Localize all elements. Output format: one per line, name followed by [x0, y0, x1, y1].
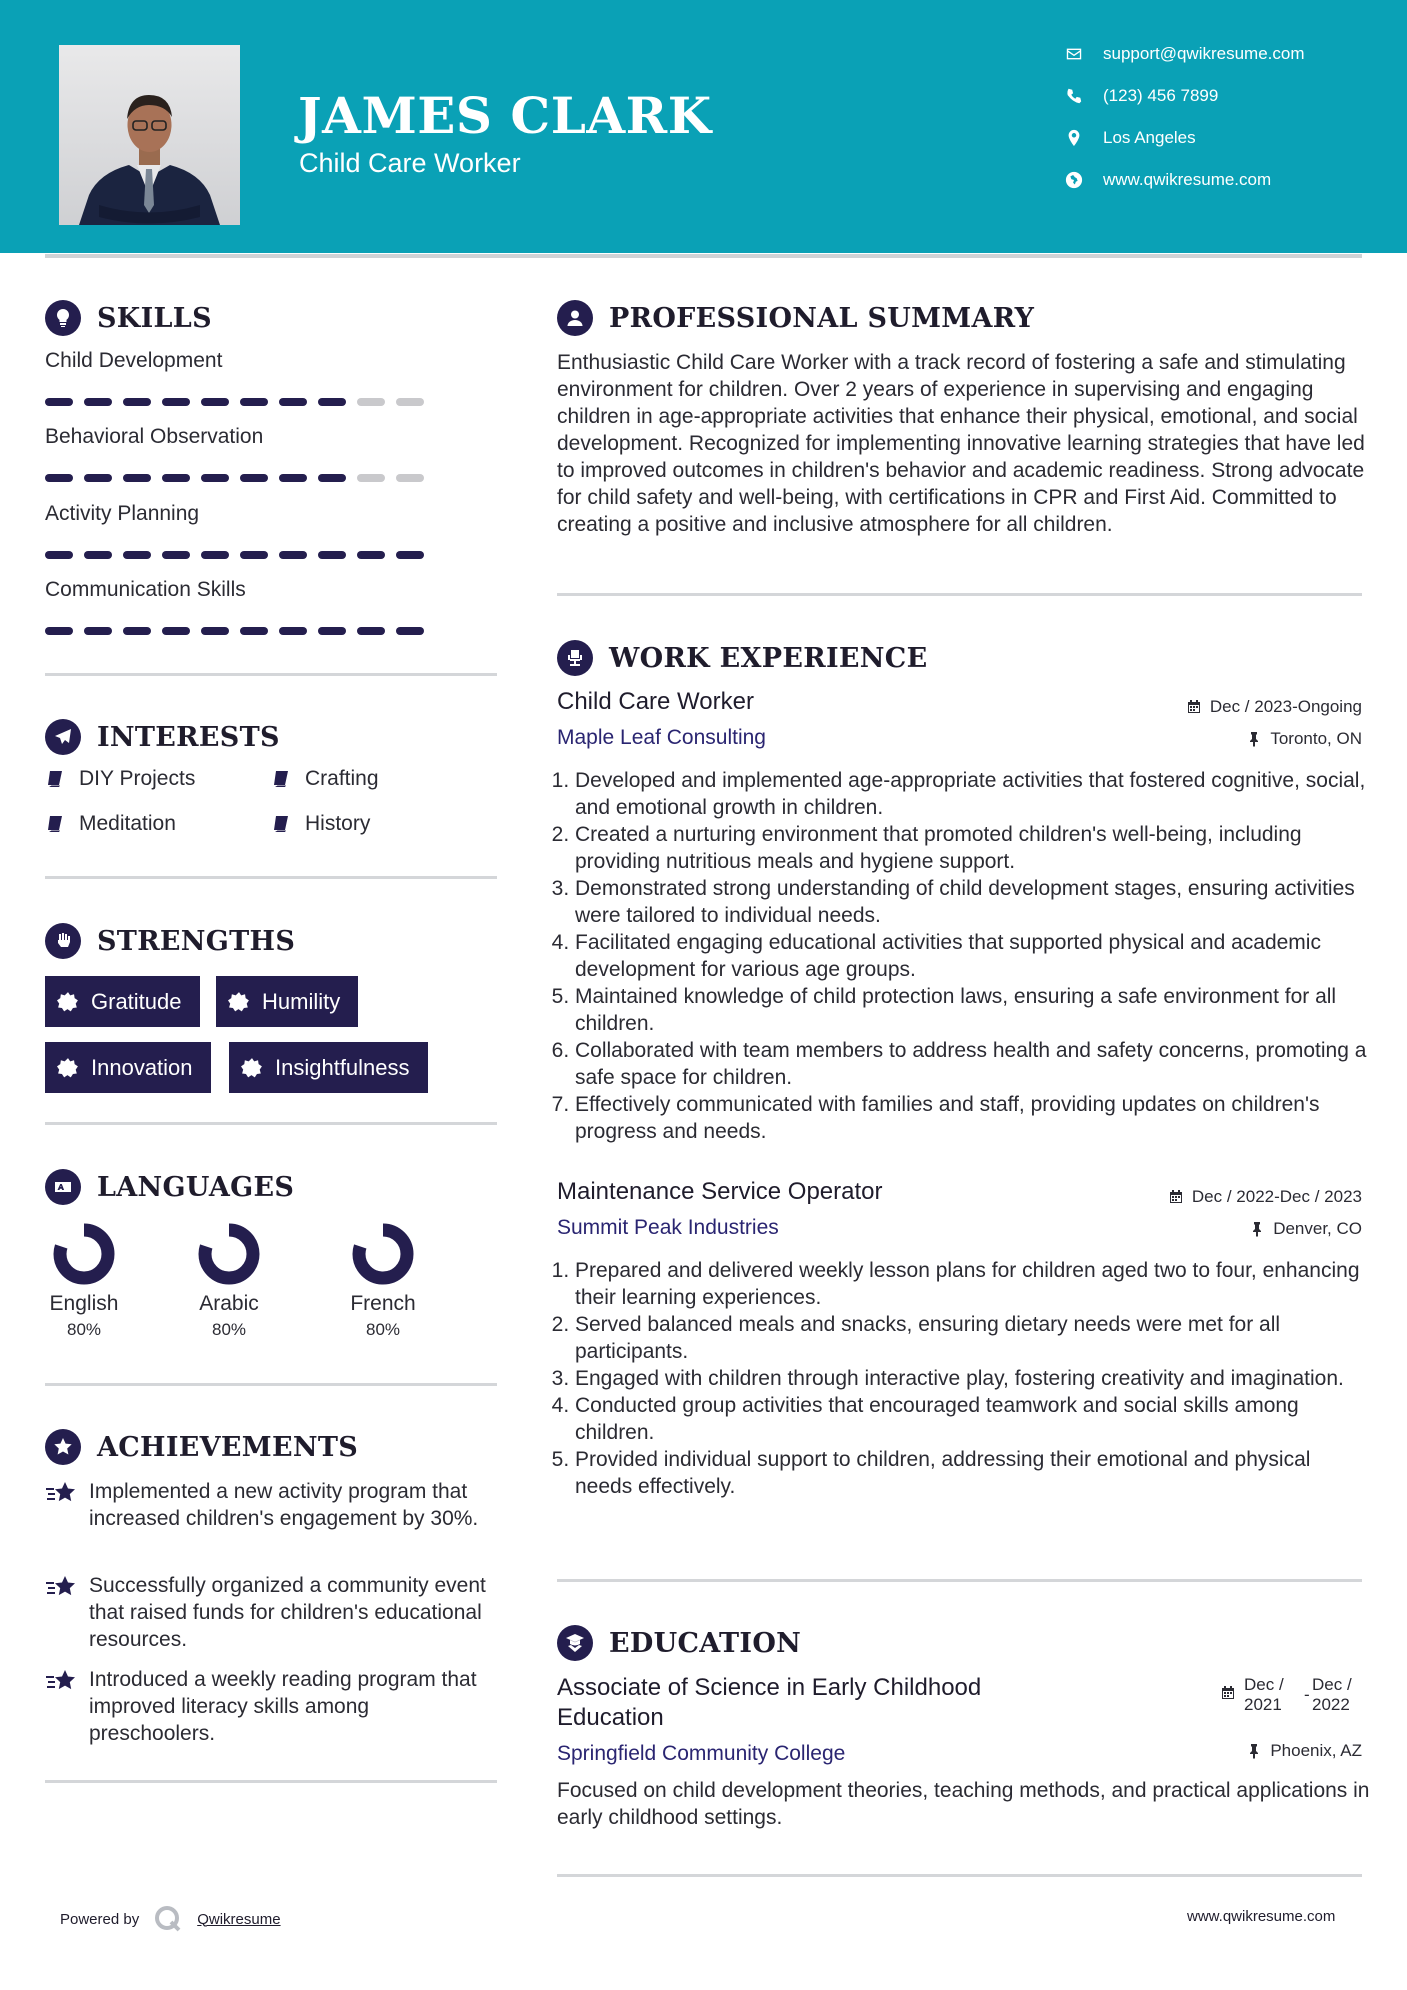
skill-dot-filled	[240, 474, 268, 482]
languages-section-header	[45, 1169, 294, 1205]
footer-powered-by	[60, 1904, 281, 1934]
language-card-icon	[45, 1169, 81, 1205]
calendar-icon	[1220, 1685, 1236, 1701]
profile-photo-illustration	[59, 45, 240, 225]
skill-dot-filled	[45, 398, 73, 406]
education-end-month: Dec /	[1312, 1675, 1352, 1694]
skill-dot-filled	[318, 474, 346, 482]
book-icon	[45, 769, 65, 789]
skill-dot-filled	[123, 398, 151, 406]
job-duty: 1. Prepared and delivered weekly lesson plans for children aged two to four, enhancing their learning experiences.	[575, 1257, 1372, 1311]
badge-burst-icon	[228, 991, 250, 1013]
skill-dot-empty	[396, 474, 424, 482]
pushpin-icon	[1249, 1221, 1265, 1237]
skill-dot-filled	[318, 627, 346, 635]
education-location	[1246, 1741, 1362, 1761]
star-icon	[45, 1429, 81, 1465]
shooting-star-icon	[45, 1480, 79, 1506]
skill-dot-filled	[396, 627, 424, 635]
contact-phone-text: (123) 456 7899	[1103, 86, 1219, 105]
strength-badge	[45, 1042, 211, 1093]
footer-website[interactable]: www.qwikresume.com	[1187, 1908, 1336, 1925]
section-divider	[45, 673, 497, 676]
raised-fist-icon	[45, 923, 81, 959]
shooting-star-icon	[45, 1668, 79, 1694]
job-dates	[1186, 697, 1362, 717]
skill-dot-filled	[240, 551, 268, 559]
skill-rating	[45, 627, 435, 635]
language-progress-ring	[52, 1222, 116, 1286]
section-divider	[45, 876, 497, 879]
badge-burst-icon	[57, 991, 79, 1013]
contact-location	[1065, 126, 1196, 150]
interest-label: Meditation	[79, 812, 176, 835]
book-icon	[271, 769, 291, 789]
language-item	[333, 1222, 433, 1340]
strength-label: Insightfulness	[275, 1054, 410, 1080]
degree-title-line2: Education	[557, 1704, 664, 1731]
education-end	[1312, 1675, 1362, 1715]
education-section-header	[557, 1625, 801, 1661]
skill-dot-filled	[318, 551, 346, 559]
language-name: English	[49, 1292, 119, 1315]
badge-burst-icon	[57, 1057, 79, 1079]
interest-label: History	[305, 812, 371, 835]
office-chair-icon	[557, 640, 593, 676]
user-icon	[557, 300, 593, 336]
language-item	[179, 1222, 279, 1340]
badge-burst-icon	[241, 1057, 263, 1079]
job-duty: 5. Provided individual support to children, addressing their emotional and physical needs effectively.	[575, 1446, 1372, 1500]
strength-label: Humility	[262, 988, 341, 1014]
job-duties-list	[557, 767, 1372, 1145]
skill-dot-filled	[201, 474, 229, 482]
education-description: Focused on child development theories, teaching methods, and practical applications in early childhood settings.	[557, 1779, 1370, 1829]
skill-rating	[45, 551, 435, 559]
achievement-item	[45, 1572, 500, 1653]
strength-badge	[216, 976, 358, 1027]
section-divider	[45, 1780, 497, 1783]
strengths-heading: STRENGTHS	[97, 925, 296, 957]
language-progress-arc	[60, 1230, 108, 1278]
skill-dot-filled	[162, 627, 190, 635]
skill-dot-filled	[357, 627, 385, 635]
strength-badge	[45, 976, 200, 1027]
education-dates	[1220, 1675, 1362, 1715]
job-duty: 7. Effectively communicated with families and staff, providing updates on children's progress and needs.	[575, 1091, 1372, 1145]
language-name: Arabic	[199, 1292, 259, 1315]
job-dates	[1168, 1187, 1362, 1207]
language-percent: 80%	[365, 1320, 401, 1339]
skill-name: Child Development	[45, 349, 223, 372]
achievement-text: Implemented a new activity program that increased children's engagement by 30%.	[89, 1480, 479, 1530]
book-icon	[45, 814, 65, 834]
skill-dot-filled	[45, 474, 73, 482]
skill-dot-filled	[84, 474, 112, 482]
contact-email[interactable]	[1065, 42, 1305, 66]
achievement-item	[45, 1478, 500, 1532]
calendar-icon	[1168, 1189, 1184, 1205]
skill-dot-empty	[357, 398, 385, 406]
job-duty: 4. Conducted group activities that encouraged teamwork and social skills among children.	[575, 1392, 1372, 1446]
contact-phone[interactable]	[1065, 84, 1218, 108]
contact-website[interactable]	[1065, 168, 1271, 192]
language-progress-arc	[359, 1230, 407, 1278]
language-name: French	[350, 1292, 416, 1315]
job-duty: 4. Facilitated engaging educational activities that supported physical and academic development for various age groups.	[575, 929, 1372, 983]
skill-dot-filled	[240, 398, 268, 406]
job-dates-text: Dec / 2023-Ongoing	[1209, 697, 1362, 716]
language-progress-ring	[197, 1222, 261, 1286]
achievements-section-header	[45, 1429, 358, 1465]
qwikresume-logo-icon	[153, 1904, 183, 1934]
shooting-star-icon	[45, 1574, 79, 1600]
skill-dot-filled	[123, 627, 151, 635]
school-name: Springfield Community College	[557, 1742, 846, 1765]
skill-name: Behavioral Observation	[45, 425, 264, 448]
strength-label: Innovation	[91, 1054, 193, 1080]
skill-dot-filled	[84, 551, 112, 559]
profile-photo	[59, 45, 240, 225]
job-duty: 1. Developed and implemented age-appropriate activities that fostered cognitive, social, and emotional growth in children.	[575, 767, 1372, 821]
skill-dot-filled	[45, 627, 73, 635]
job-duty: 3. Demonstrated strong understanding of child development stages, ensuring activities were tailored to individual needs.	[575, 875, 1372, 929]
section-divider	[557, 593, 1362, 596]
skill-rating	[45, 398, 435, 406]
job-title: Child Care Worker	[557, 688, 754, 715]
skill-dot-filled	[123, 474, 151, 482]
job-company: Maple Leaf Consulting	[557, 726, 766, 749]
calendar-icon	[1186, 699, 1202, 715]
degree-title-line1: Associate of Science in Early Childhood	[557, 1674, 982, 1701]
skill-name: Communication Skills	[45, 578, 246, 601]
job-duty: 2. Created a nurturing environment that promoted children's well-being, including providing nutritious meals and hygiene support.	[575, 821, 1372, 875]
candidate-name: JAMES CLARK	[298, 86, 712, 145]
strengths-section-header	[45, 923, 295, 959]
interest-item	[45, 767, 195, 791]
achievement-text: Successfully organized a community event that raised funds for children's educational resources.	[89, 1574, 486, 1651]
skill-dot-filled	[201, 551, 229, 559]
interest-item	[45, 812, 176, 836]
summary-section-header	[557, 300, 1034, 336]
skill-rating	[45, 474, 435, 482]
skill-dot-filled	[318, 398, 346, 406]
globe-icon	[1065, 171, 1083, 189]
phone-icon	[1065, 87, 1083, 105]
language-percent: 80%	[211, 1320, 247, 1339]
contact-email-text: support@qwikresume.com	[1103, 44, 1305, 63]
language-percent: 80%	[66, 1320, 102, 1339]
education-location-text: Phoenix, AZ	[1270, 1741, 1362, 1760]
powered-by-label: Powered by	[60, 1910, 140, 1928]
contact-website-text: www.qwikresume.com	[1103, 170, 1272, 189]
paper-plane-icon	[45, 719, 81, 755]
language-item	[34, 1222, 134, 1340]
header-divider	[45, 254, 1362, 258]
interest-item	[271, 767, 379, 791]
resume-header	[0, 0, 1407, 253]
book-icon	[271, 814, 291, 834]
degree-title	[557, 1673, 981, 1733]
skill-dot-filled	[162, 474, 190, 482]
contact-location-text: Los Angeles	[1103, 128, 1196, 147]
job-duties-list	[557, 1257, 1372, 1500]
job-location	[1246, 729, 1362, 749]
skill-dot-filled	[279, 627, 307, 635]
pushpin-icon	[1246, 731, 1262, 747]
education-end-year: 2022	[1312, 1695, 1350, 1714]
skill-dot-filled	[201, 398, 229, 406]
job-duty: 6. Collaborated with team members to address health and safety concerns, promoting a safe space for children.	[575, 1037, 1372, 1091]
job-location	[1249, 1219, 1362, 1239]
skill-dot-empty	[357, 474, 385, 482]
skill-dot-filled	[201, 627, 229, 635]
skills-section-header	[45, 300, 212, 336]
job-location-text: Denver, CO	[1273, 1219, 1362, 1238]
experience-heading: WORK EXPERIENCE	[609, 642, 928, 674]
job-dates-text: Dec / 2022-Dec / 2023	[1191, 1187, 1362, 1206]
experience-section-header	[557, 640, 927, 676]
education-date-separator: -	[1304, 1685, 1310, 1704]
section-divider	[557, 1579, 1362, 1582]
lightbulb-icon	[45, 300, 81, 336]
job-company: Summit Peak Industries	[557, 1216, 779, 1239]
interest-item	[271, 812, 370, 836]
email-icon	[1065, 45, 1083, 63]
summary-heading: PROFESSIONAL SUMMARY	[609, 302, 1035, 334]
achievement-text: Introduced a weekly reading program that improved literacy skills among preschoolers.	[89, 1668, 477, 1745]
job-duty: 2. Served balanced meals and snacks, ensuring dietary needs were met for all participants.	[575, 1311, 1372, 1365]
skill-dot-empty	[396, 398, 424, 406]
section-divider	[557, 1874, 1362, 1877]
skill-dot-filled	[162, 551, 190, 559]
education-start	[1244, 1675, 1304, 1715]
interests-section-header	[45, 719, 280, 755]
skill-name: Activity Planning	[45, 502, 200, 525]
section-divider	[45, 1122, 497, 1125]
achievements-heading: ACHIEVEMENTS	[97, 1431, 359, 1463]
languages-heading: LANGUAGES	[97, 1171, 295, 1203]
section-divider	[45, 1383, 497, 1386]
interest-label: DIY Projects	[79, 767, 196, 790]
skill-dot-filled	[240, 627, 268, 635]
skill-dot-filled	[84, 398, 112, 406]
skill-dot-filled	[279, 398, 307, 406]
skill-dot-filled	[123, 551, 151, 559]
candidate-title: Child Care Worker	[299, 148, 521, 178]
interests-heading: INTERESTS	[97, 721, 280, 753]
location-icon	[1065, 129, 1083, 147]
interest-label: Crafting	[305, 767, 379, 790]
summary-text: Enthusiastic Child Care Worker with a track record of fostering a safe and stimulating environment for children. Over 2 years of experience in supervising and engaging children in age-appropriate activities that enhance their physical, emotional, and social development. Recognized for implementing innovative learning strategies that have led to improved outcomes in children's behavior and academic readiness. Strong advocate for child safety and well-being, with certifications in CPR and First Aid. Committed to creating a positive and inclusive atmosphere for all children.	[557, 351, 1365, 536]
education-heading: EDUCATION	[609, 1627, 802, 1659]
skill-dot-filled	[84, 627, 112, 635]
pushpin-icon	[1246, 1743, 1262, 1759]
skill-dot-filled	[162, 398, 190, 406]
language-progress-ring	[351, 1222, 415, 1286]
strength-label: Gratitude	[91, 988, 182, 1014]
strength-badge	[229, 1042, 428, 1093]
skill-dot-filled	[357, 551, 385, 559]
graduate-icon	[557, 1625, 593, 1661]
achievement-item	[45, 1666, 500, 1747]
job-duty: 3. Engaged with children through interactive play, fostering creativity and imagination.	[575, 1365, 1372, 1392]
skill-dot-filled	[279, 551, 307, 559]
skill-dot-filled	[396, 551, 424, 559]
brand-link[interactable]: Qwikresume	[197, 1910, 281, 1928]
skill-dot-filled	[45, 551, 73, 559]
skill-dot-filled	[279, 474, 307, 482]
education-start-month: Dec /	[1244, 1675, 1284, 1694]
education-start-year: 2021	[1244, 1695, 1282, 1714]
language-progress-arc	[205, 1230, 253, 1278]
job-title: Maintenance Service Operator	[557, 1178, 883, 1205]
skills-heading: SKILLS	[97, 302, 212, 334]
job-location-text: Toronto, ON	[1270, 729, 1362, 748]
job-duty: 5. Maintained knowledge of child protection laws, ensuring a safe environment for all children.	[575, 983, 1372, 1037]
